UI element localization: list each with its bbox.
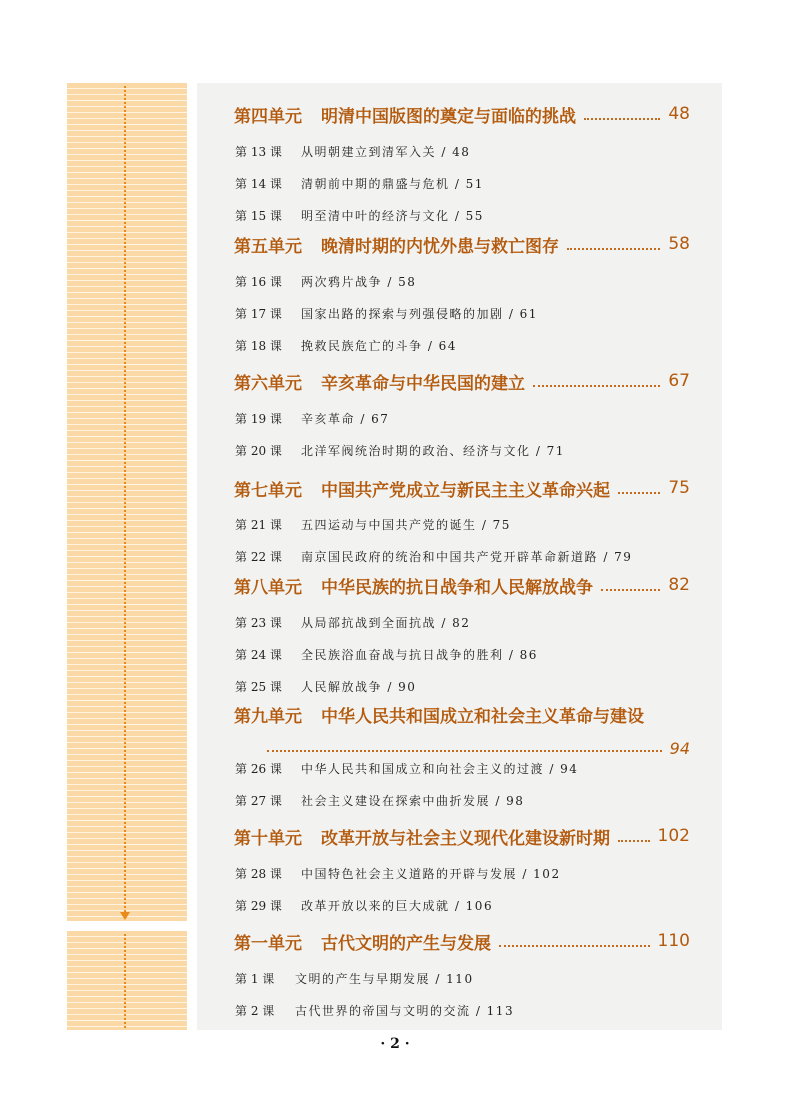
decorative-strip-top xyxy=(67,83,187,921)
unit-page: 102 xyxy=(657,826,690,846)
lesson-number: 第 16 课 xyxy=(235,274,282,289)
unit-label: 第九单元 xyxy=(234,706,302,727)
unit-title: 古代文明的产生与发展 xyxy=(321,933,491,954)
lesson-1[interactable] xyxy=(235,969,474,987)
lesson-number: 第 13 课 xyxy=(235,144,282,159)
lesson-13[interactable] xyxy=(235,142,470,160)
lesson-number: 第 1 课 xyxy=(235,971,275,986)
unit-8-heading[interactable] xyxy=(234,572,690,598)
lesson-26[interactable] xyxy=(235,759,578,777)
unit-page: 82 xyxy=(668,575,690,595)
unit-title: 中国共产党成立与新民主主义革命兴起 xyxy=(321,480,610,501)
unit-title: 明清中国版图的奠定与面临的挑战 xyxy=(321,106,576,127)
lesson-28[interactable] xyxy=(235,864,561,882)
dot-leader xyxy=(533,385,660,387)
unit-4-heading[interactable] xyxy=(234,101,690,127)
lesson-number: 第 20 课 xyxy=(235,443,282,458)
lesson-title: 挽救民族危亡的斗争 / 64 xyxy=(301,338,457,353)
lesson-15[interactable] xyxy=(235,206,484,224)
lesson-title: 全民族浴血奋战与抗日战争的胜利 / 86 xyxy=(301,647,538,662)
unit-7-heading[interactable] xyxy=(234,475,690,501)
unit-label: 第七单元 xyxy=(234,480,302,501)
lesson-title: 中华人民共和国成立和向社会主义的过渡 / 94 xyxy=(301,761,579,776)
lesson-number: 第 22 课 xyxy=(235,549,282,564)
decorative-strip-bottom xyxy=(67,931,187,1030)
unit-page: 58 xyxy=(668,234,690,254)
unit-label: 第五单元 xyxy=(234,236,302,257)
unit-label: 第十单元 xyxy=(234,828,302,849)
lesson-title: 北洋军阀统治时期的政治、经济与文化 / 71 xyxy=(301,443,565,458)
unit-page: 75 xyxy=(668,478,690,498)
unit-9-heading[interactable] xyxy=(234,701,690,727)
lesson-title: 五四运动与中国共产党的诞生 / 75 xyxy=(301,517,511,532)
lesson-title: 中国特色社会主义道路的开辟与发展 / 102 xyxy=(301,866,561,881)
lesson-number: 第 23 课 xyxy=(235,615,282,630)
lesson-27[interactable] xyxy=(235,791,524,809)
dot-leader xyxy=(601,589,660,591)
lesson-title: 南京国民政府的统治和中国共产党开辟革命新道路 / 79 xyxy=(301,549,633,564)
lesson-number: 第 27 课 xyxy=(235,793,282,808)
lesson-number: 第 19 课 xyxy=(235,411,282,426)
arrow-down-icon xyxy=(120,912,130,920)
lesson-20[interactable] xyxy=(235,441,565,459)
lesson-title: 清朝前中期的鼎盛与危机 / 51 xyxy=(301,176,484,191)
unit-label: 第一单元 xyxy=(234,933,302,954)
dot-leader xyxy=(584,118,660,120)
lesson-number: 第 26 课 xyxy=(235,761,282,776)
lesson-23[interactable] xyxy=(235,613,470,631)
lesson-title: 社会主义建设在探索中曲折发展 / 98 xyxy=(301,793,525,808)
unit-label: 第六单元 xyxy=(234,373,302,394)
lesson-number: 第 18 课 xyxy=(235,338,282,353)
unit-6-heading[interactable] xyxy=(234,368,690,394)
lesson-title: 两次鸦片战争 / 58 xyxy=(301,274,417,289)
dot-leader xyxy=(567,248,660,250)
page-number: · 2 · xyxy=(380,1036,410,1052)
unit-title: 改革开放与社会主义现代化建设新时期 xyxy=(321,828,610,849)
dot-leader xyxy=(618,840,650,842)
unit-1-heading[interactable] xyxy=(234,928,690,954)
unit-label: 第四单元 xyxy=(234,106,302,127)
lesson-title: 人民解放战争 / 90 xyxy=(301,679,417,694)
dot-leader xyxy=(499,945,650,947)
lesson-29[interactable] xyxy=(235,896,493,914)
dotted-guide-line xyxy=(124,86,126,912)
lesson-number: 第 28 课 xyxy=(235,866,282,881)
unit-page: 110 xyxy=(657,931,690,951)
lesson-title: 辛亥革命 / 67 xyxy=(301,411,390,426)
lesson-2[interactable] xyxy=(235,1001,514,1019)
lesson-25[interactable] xyxy=(235,677,416,695)
dotted-guide-line-lower xyxy=(124,934,126,1028)
unit-title: 中华民族的抗日战争和人民解放战争 xyxy=(321,577,593,598)
lesson-title: 从明朝建立到清军入关 / 48 xyxy=(301,144,471,159)
lesson-title: 从局部抗战到全面抗战 / 82 xyxy=(301,615,471,630)
unit-9-leader-line[interactable] xyxy=(267,738,690,758)
unit-5-heading[interactable] xyxy=(234,231,690,257)
unit-page: 94 xyxy=(669,738,690,758)
unit-10-heading[interactable] xyxy=(234,823,690,849)
lesson-number: 第 29 课 xyxy=(235,898,282,913)
lesson-18[interactable] xyxy=(235,336,457,354)
unit-page: 67 xyxy=(668,371,690,391)
lesson-17[interactable] xyxy=(235,304,538,322)
lesson-title: 古代世界的帝国与文明的交流 / 113 xyxy=(295,1003,515,1018)
lesson-number: 第 25 课 xyxy=(235,679,282,694)
unit-title: 晚清时期的内忧外患与救亡图存 xyxy=(321,236,559,257)
lesson-16[interactable] xyxy=(235,272,416,290)
lesson-number: 第 24 课 xyxy=(235,647,282,662)
lesson-number: 第 21 课 xyxy=(235,517,282,532)
unit-title: 中华人民共和国成立和社会主义革命与建设 xyxy=(321,706,644,727)
lesson-21[interactable] xyxy=(235,515,511,533)
dot-leader xyxy=(618,492,660,494)
lesson-title: 国家出路的探索与列强侵略的加剧 / 61 xyxy=(301,306,538,321)
lesson-title: 明至清中叶的经济与文化 / 55 xyxy=(301,208,484,223)
lesson-22[interactable] xyxy=(235,547,632,565)
unit-title: 辛亥革命与中华民国的建立 xyxy=(321,373,525,394)
lesson-19[interactable] xyxy=(235,409,389,427)
lesson-number: 第 2 课 xyxy=(235,1003,275,1018)
lesson-number: 第 14 课 xyxy=(235,176,282,191)
lesson-number: 第 15 课 xyxy=(235,208,282,223)
unit-label: 第八单元 xyxy=(234,577,302,598)
lesson-24[interactable] xyxy=(235,645,538,663)
lesson-number: 第 17 课 xyxy=(235,306,282,321)
dot-leader xyxy=(267,750,662,752)
lesson-14[interactable] xyxy=(235,174,484,192)
lesson-title: 改革开放以来的巨大成就 / 106 xyxy=(301,898,494,913)
lesson-title: 文明的产生与早期发展 / 110 xyxy=(295,971,474,986)
unit-page: 48 xyxy=(668,104,690,124)
